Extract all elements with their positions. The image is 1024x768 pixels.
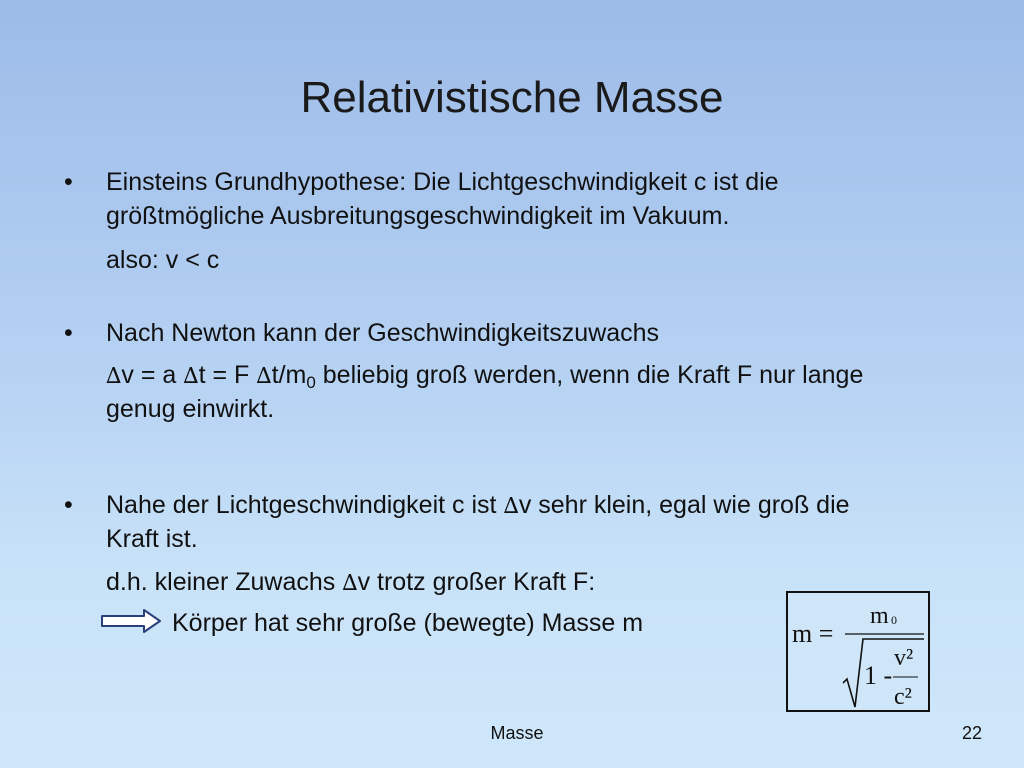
bullet-2: • (64, 319, 73, 347)
p1-line-3: also: v < c (106, 246, 220, 274)
bullet-3: • (64, 491, 73, 519)
p2-line-1: Nach Newton kann der Geschwindigkeitszuwachs (106, 319, 660, 347)
p2-line-3: genug einwirkt. (106, 395, 275, 423)
p3-part-c: d.h. kleiner Zuwachs (106, 568, 343, 596)
formula-c-squared: c² (894, 684, 912, 710)
implication-arrow-icon (100, 608, 164, 634)
bullet-1: • (64, 168, 73, 196)
page-number: 22 (962, 723, 983, 743)
p2-part-b: t = F (198, 361, 257, 389)
slide-title: Relativistische Masse (300, 73, 724, 122)
formula-v-squared: v² (894, 645, 914, 671)
delta-symbol: ∆ (183, 364, 199, 389)
subscript-zero: 0 (306, 373, 316, 392)
delta-symbol: ∆ (342, 571, 358, 596)
p3-line-2: Kraft ist. (106, 525, 198, 553)
p2-part-d: beliebig groß werden, wenn die Kraft F nur lange (315, 361, 864, 389)
p3-line-4: Körper hat sehr große (bewegte) Masse m (172, 609, 644, 637)
p2-part-c: t/m (271, 361, 307, 389)
formula-one-minus: 1 - (864, 661, 893, 690)
p3-part-b: v sehr klein, egal wie groß die (518, 491, 850, 519)
formula-numerator-sub: 0 (891, 613, 897, 627)
p3-part-d: v trotz großer Kraft F: (357, 568, 596, 596)
delta-symbol: ∆ (256, 364, 272, 389)
p1-line-2: größtmögliche Ausbreitungsgeschwindigkeit im Vakuum. (106, 202, 730, 230)
delta-symbol: ∆ (106, 364, 122, 389)
formula-numerator: m (870, 603, 889, 629)
p3-line-3 (106, 566, 595, 600)
p1-line-1: Einsteins Grundhypothese: Die Lichtgeschwindigkeit c ist die (106, 168, 779, 196)
p3-part-a: Nahe der Lichtgeschwindigkeit c ist (106, 491, 504, 519)
formula-lhs: m = (792, 619, 834, 648)
delta-symbol: ∆ (503, 494, 519, 519)
relativistic-mass-formula (788, 593, 928, 710)
footer-label: Masse (490, 723, 544, 743)
p2-part-a: v = a (121, 361, 184, 389)
p3-line-1 (106, 489, 850, 523)
formula-box (786, 591, 930, 712)
